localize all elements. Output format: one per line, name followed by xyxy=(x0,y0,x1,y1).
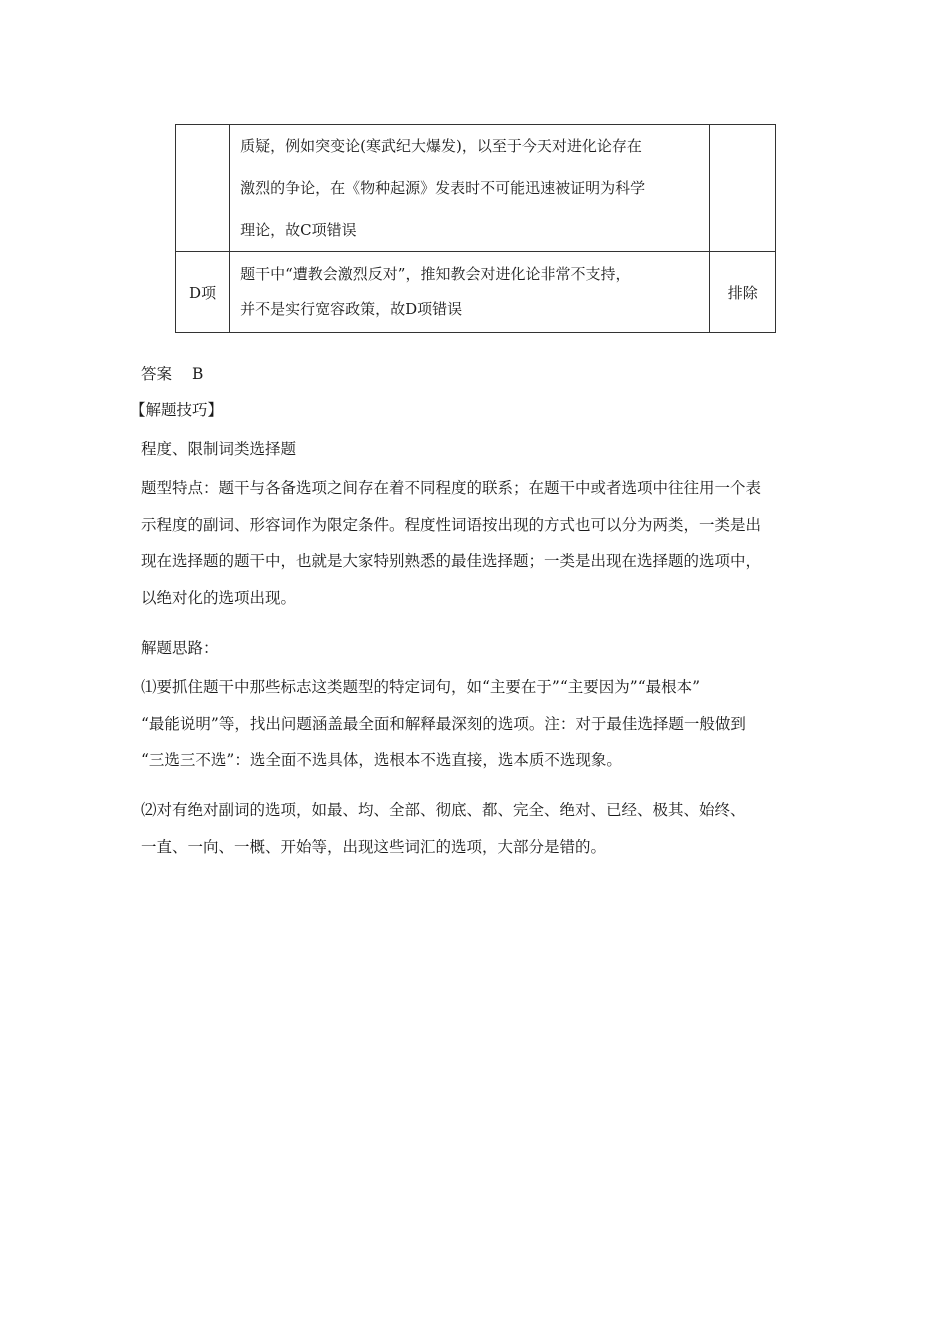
analysis-line: 并不是实行宽容政策，故D项错误 xyxy=(240,300,463,318)
option-verdict-cell: 排除 xyxy=(710,252,776,333)
paragraph-line: “最能说明”等，找出问题涵盖最全面和解释最深刻的选项。注：对于最佳选择题一般做到 xyxy=(141,714,746,733)
option-label-cell xyxy=(176,125,230,252)
option-analysis-table xyxy=(175,124,776,333)
approach-point-2 xyxy=(141,792,821,865)
paragraph-line: 以绝对化的选项出现。 xyxy=(141,588,297,607)
approach-point-1 xyxy=(141,669,821,779)
approach-label: 解题思路： xyxy=(141,639,219,657)
analysis-line: 激烈的争论，在《物种起源》发表时不可能迅速被证明为科学 xyxy=(240,179,646,197)
option-label-cell: D项 xyxy=(176,252,230,333)
paragraph-line: “三选三不选”：选全面不选具体，选根本不选直接，选本质不选现象。 xyxy=(141,751,622,769)
paragraph-line: 现在选择题的题干中，也就是大家特别熟悉的最佳选择题；一类是出现在选择题的选项中， xyxy=(141,552,762,570)
answer-label: 答案 xyxy=(141,365,173,383)
features-paragraph xyxy=(141,470,821,616)
option-analysis-cell xyxy=(230,125,710,252)
analysis-line: 理论，故C项错误 xyxy=(240,221,357,239)
table-row-option-d xyxy=(176,252,776,333)
answer-line xyxy=(141,362,821,386)
paragraph-line: ⑴要抓住题干中那些标志这类题型的特定词句，如“主要在于”“主要因为”“最根本” xyxy=(141,678,701,696)
tips-title: 程度、限制词类选择题 xyxy=(141,440,297,458)
table-row-option-c xyxy=(176,125,776,252)
analysis-line: 质疑，例如突变论(寒武纪大爆发)，以至于今天对进化论存在 xyxy=(240,137,642,155)
answer-value: B xyxy=(192,365,204,383)
tips-heading: 【解题技巧】 xyxy=(130,401,224,419)
analysis-line: 题干中“遭教会激烈反对”，推知教会对进化论非常不支持， xyxy=(240,265,631,283)
paragraph-line: 示程度的副词、形容词作为限定条件。程度性词语按出现的方式也可以分为两类，一类是出 xyxy=(141,515,762,534)
option-analysis-cell xyxy=(230,252,710,333)
option-verdict-cell xyxy=(710,125,776,252)
paragraph-line: 题型特点：题干与各备选项之间存在着不同程度的联系；在题干中或者选项中往往用一个表 xyxy=(141,479,762,497)
paragraph-line: ⑵对有绝对副词的选项，如最、均、全部、彻底、都、完全、绝对、已经、极其、始终、 xyxy=(141,801,746,819)
paragraph-line: 一直、一向、一概、开始等，出现这些词汇的选项，大部分是错的。 xyxy=(141,837,607,856)
